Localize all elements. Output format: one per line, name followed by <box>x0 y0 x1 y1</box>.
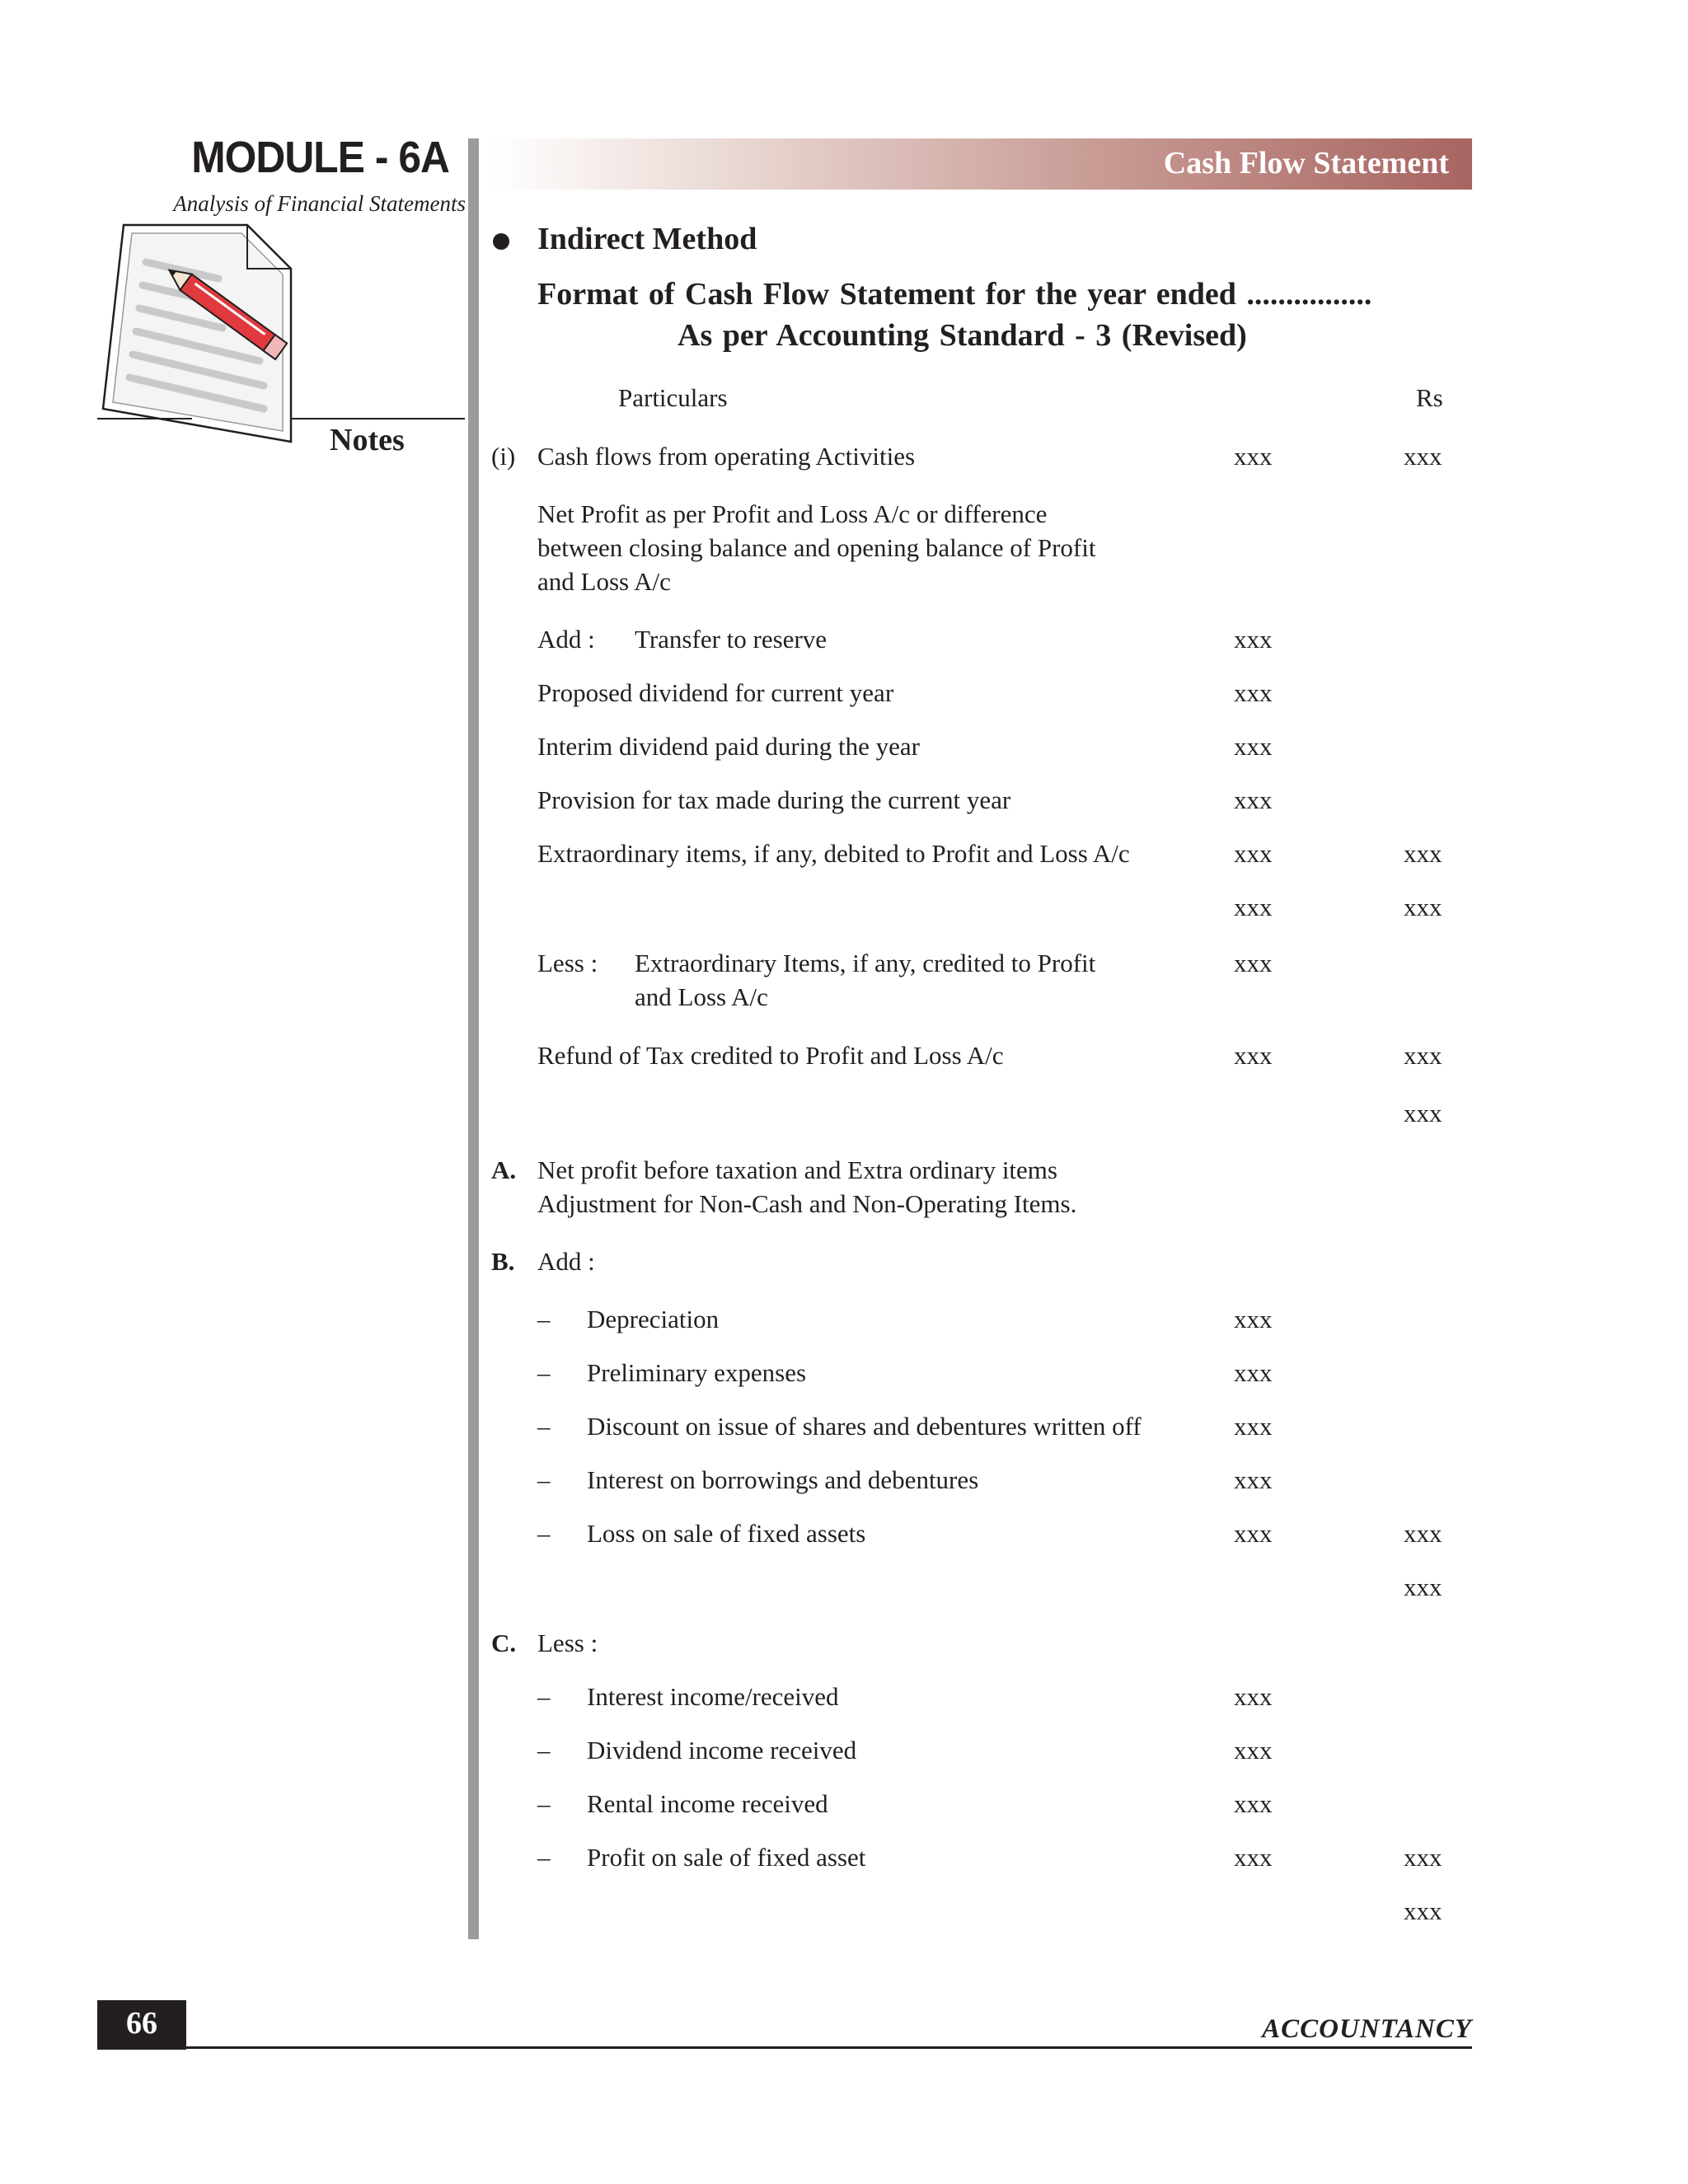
notes-rule-left <box>97 418 192 419</box>
row-text: Cash flows from operating Activities <box>537 442 916 471</box>
row-dash: – <box>537 1358 551 1387</box>
amount-col2: xxx <box>1404 839 1442 868</box>
amount-col2: xxx <box>1404 1519 1442 1548</box>
row-dash: – <box>537 1412 551 1441</box>
row-text: Interest on borrowings and debentures <box>587 1465 979 1494</box>
chapter-header-band <box>491 138 1472 190</box>
amount-col1: xxx <box>1234 625 1273 654</box>
amount-col1: xxx <box>1234 893 1273 921</box>
row-text: Discount on issue of shares and debentures written off <box>587 1412 1142 1441</box>
row-text: Adjustment for Non-Cash and Non-Operating Items. <box>537 1189 1077 1218</box>
amount-col2: xxx <box>1404 1099 1442 1127</box>
row-dash: – <box>537 1843 551 1872</box>
row-text: Net profit before taxation and Extra ordinary items <box>537 1155 1057 1184</box>
amount-col1: xxx <box>1234 1305 1273 1333</box>
module-title: MODULE - 6A <box>191 133 449 182</box>
amount-col1: xxx <box>1234 442 1273 471</box>
format-title-line1: Format of Cash Flow Statement for the year ended ................ <box>537 277 1372 312</box>
row-text: Rental income received <box>587 1789 828 1818</box>
row-text: Extraordinary items, if any, debited to Profit and Loss A/c <box>537 839 1130 868</box>
amount-col1: xxx <box>1234 1519 1273 1548</box>
row-text: Extraordinary Items, if any, credited to Profit <box>635 949 1096 977</box>
amount-col1: xxx <box>1234 1412 1273 1441</box>
row-text: Dividend income received <box>587 1736 857 1765</box>
notes-rule-right <box>290 418 465 419</box>
footer-rule <box>97 2046 1472 2049</box>
row-prefix: Less : <box>537 949 598 977</box>
bullet-icon <box>493 233 509 250</box>
row-text: Transfer to reserve <box>635 625 827 654</box>
row-dash: – <box>537 1789 551 1818</box>
row-text: Depreciation <box>587 1305 720 1333</box>
row-text: Less : <box>537 1629 598 1657</box>
row-text: Loss on sale of fixed assets <box>587 1519 866 1548</box>
row-dash: – <box>537 1682 551 1711</box>
amount-col2: xxx <box>1404 1572 1442 1601</box>
notes-label: Notes <box>330 423 405 457</box>
amount-col1: xxx <box>1234 1789 1273 1818</box>
amount-col2: xxx <box>1404 1896 1442 1925</box>
row-prefix: Add : <box>537 625 595 654</box>
amount-col1: xxx <box>1234 1682 1273 1711</box>
row-text: Add : <box>537 1247 595 1276</box>
module-subtitle: Analysis of Financial Statements <box>173 191 466 216</box>
column-header-rs: Rs <box>1416 383 1443 412</box>
section-heading: Indirect Method <box>537 222 757 256</box>
row-text: Interest income/received <box>587 1682 839 1711</box>
amount-col1: xxx <box>1234 1465 1273 1494</box>
row-text: Provision for tax made during the current year <box>537 785 1011 814</box>
column-header-particulars: Particulars <box>618 383 728 412</box>
amount-col1: xxx <box>1234 839 1273 868</box>
row-text: Interim dividend paid during the year <box>537 732 921 761</box>
row-text: Net Profit as per Profit and Loss A/c or difference <box>537 499 1048 528</box>
amount-col2: xxx <box>1404 442 1442 471</box>
margin-divider <box>468 138 479 1939</box>
row-text: and Loss A/c <box>635 982 768 1011</box>
amount-col1: xxx <box>1234 949 1273 977</box>
page-number-box <box>97 2000 186 2050</box>
format-title-line2: As per Accounting Standard - 3 (Revised) <box>678 318 1247 353</box>
amount-col1: xxx <box>1234 1358 1273 1387</box>
page-number: 66 <box>126 2006 157 2041</box>
amount-col1: xxx <box>1234 1843 1273 1872</box>
amount-col2: xxx <box>1404 1041 1442 1070</box>
row-text: Preliminary expenses <box>587 1358 807 1387</box>
amount-col2: xxx <box>1404 893 1442 921</box>
row-marker: (i) <box>491 442 516 471</box>
footer-book-title: ACCOUNTANCY <box>1262 2014 1472 2044</box>
chapter-title: Cash Flow Statement <box>1163 146 1449 180</box>
amount-col2: xxx <box>1404 1843 1442 1872</box>
amount-col1: xxx <box>1234 732 1273 761</box>
row-text: between closing balance and opening balance of Profit <box>537 533 1096 562</box>
row-dash: – <box>537 1519 551 1548</box>
row-text: Refund of Tax credited to Profit and Loss A/c <box>537 1041 1004 1070</box>
row-marker: A. <box>491 1155 517 1184</box>
amount-col1: xxx <box>1234 785 1273 814</box>
row-marker: C. <box>491 1629 517 1657</box>
row-dash: – <box>537 1465 551 1494</box>
row-dash: – <box>537 1736 551 1765</box>
amount-col1: xxx <box>1234 1736 1273 1765</box>
amount-col1: xxx <box>1234 1041 1273 1070</box>
amount-col1: xxx <box>1234 678 1273 707</box>
row-dash: – <box>537 1305 551 1333</box>
row-marker: B. <box>491 1247 515 1276</box>
notepad-with-pencil-icon <box>95 221 326 456</box>
row-text: Profit on sale of fixed asset <box>587 1843 866 1872</box>
row-text: Proposed dividend for current year <box>537 678 894 707</box>
row-text: and Loss A/c <box>537 567 671 596</box>
